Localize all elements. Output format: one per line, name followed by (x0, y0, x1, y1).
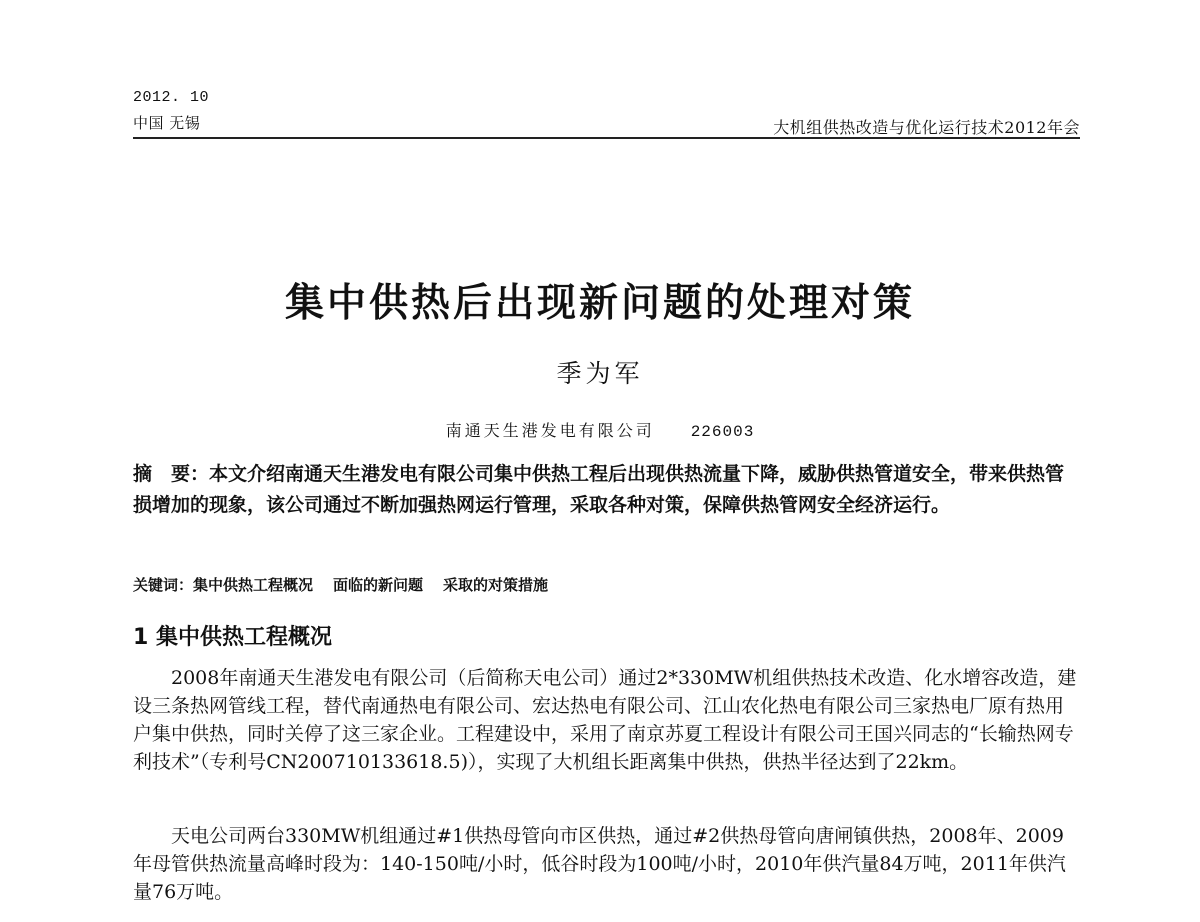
header-place: 中国 无锡 (133, 114, 201, 132)
affiliation-org: 南通天生港发电有限公司 (445, 421, 655, 440)
abstract-label: 摘 要： (133, 463, 210, 485)
author-name: 季为军 (556, 359, 644, 388)
abstract (133, 459, 1080, 521)
keywords (133, 574, 1080, 595)
keyword-item: 集中供热工程概况 (193, 576, 314, 594)
paper-title: 集中供热后出现新问题的处理对策 (284, 281, 915, 326)
abstract-text: 本文介绍南通天生港发电有限公司集中供热工程后出现供热流量下降，威胁供热管道安全，带来供热管损增加的现象，该公司通过不断加强热网运行管理，采取各种对策，保障供热管网安全经济运行。 (133, 463, 1065, 516)
header-conference: 大机组供热改造与优化运行技术2012年会 (773, 118, 1080, 137)
body-paragraph: 2008年南通天生港发电有限公司（后简称天电公司）通过2*330MW机组供热技术改造、化水增容改造，建设三条热网管线工程，替代南通热电有限公司、宏达热电有限公司、江山农化热电有限公司三家热电厂原有热用户集中供热，同时关停了这三家企业。工程建设中，采用了南京苏夏工程设计有限公司王国兴同志的“长输热网专利技术”（专利号CN200710133618.5)），实现了大机组长距离集中供热，供热半径达到了22km。 (133, 667, 1077, 773)
keyword-item: 采取的对策措施 (443, 576, 549, 594)
keywords-label: 关键词： (133, 576, 194, 594)
affiliation (0, 418, 1200, 441)
body-paragraph: 天电公司两台330MW机组通过#1供热母管向市区供热，通过#2供热母管向唐闸镇供热，2008年、2009年母管供热流量高峰时段为：140-150吨/小时，低谷时段为100吨/小时，2010年供汽量84万吨，2011年供汽量76万吨。 (133, 825, 1066, 903)
section-heading: 1 集中供热工程概况 (133, 625, 332, 650)
header-rule (133, 137, 1080, 139)
keyword-item: 面临的新问题 (333, 576, 424, 594)
header-date: 2012. 10 (133, 89, 210, 106)
affiliation-zip: 226003 (690, 423, 755, 441)
